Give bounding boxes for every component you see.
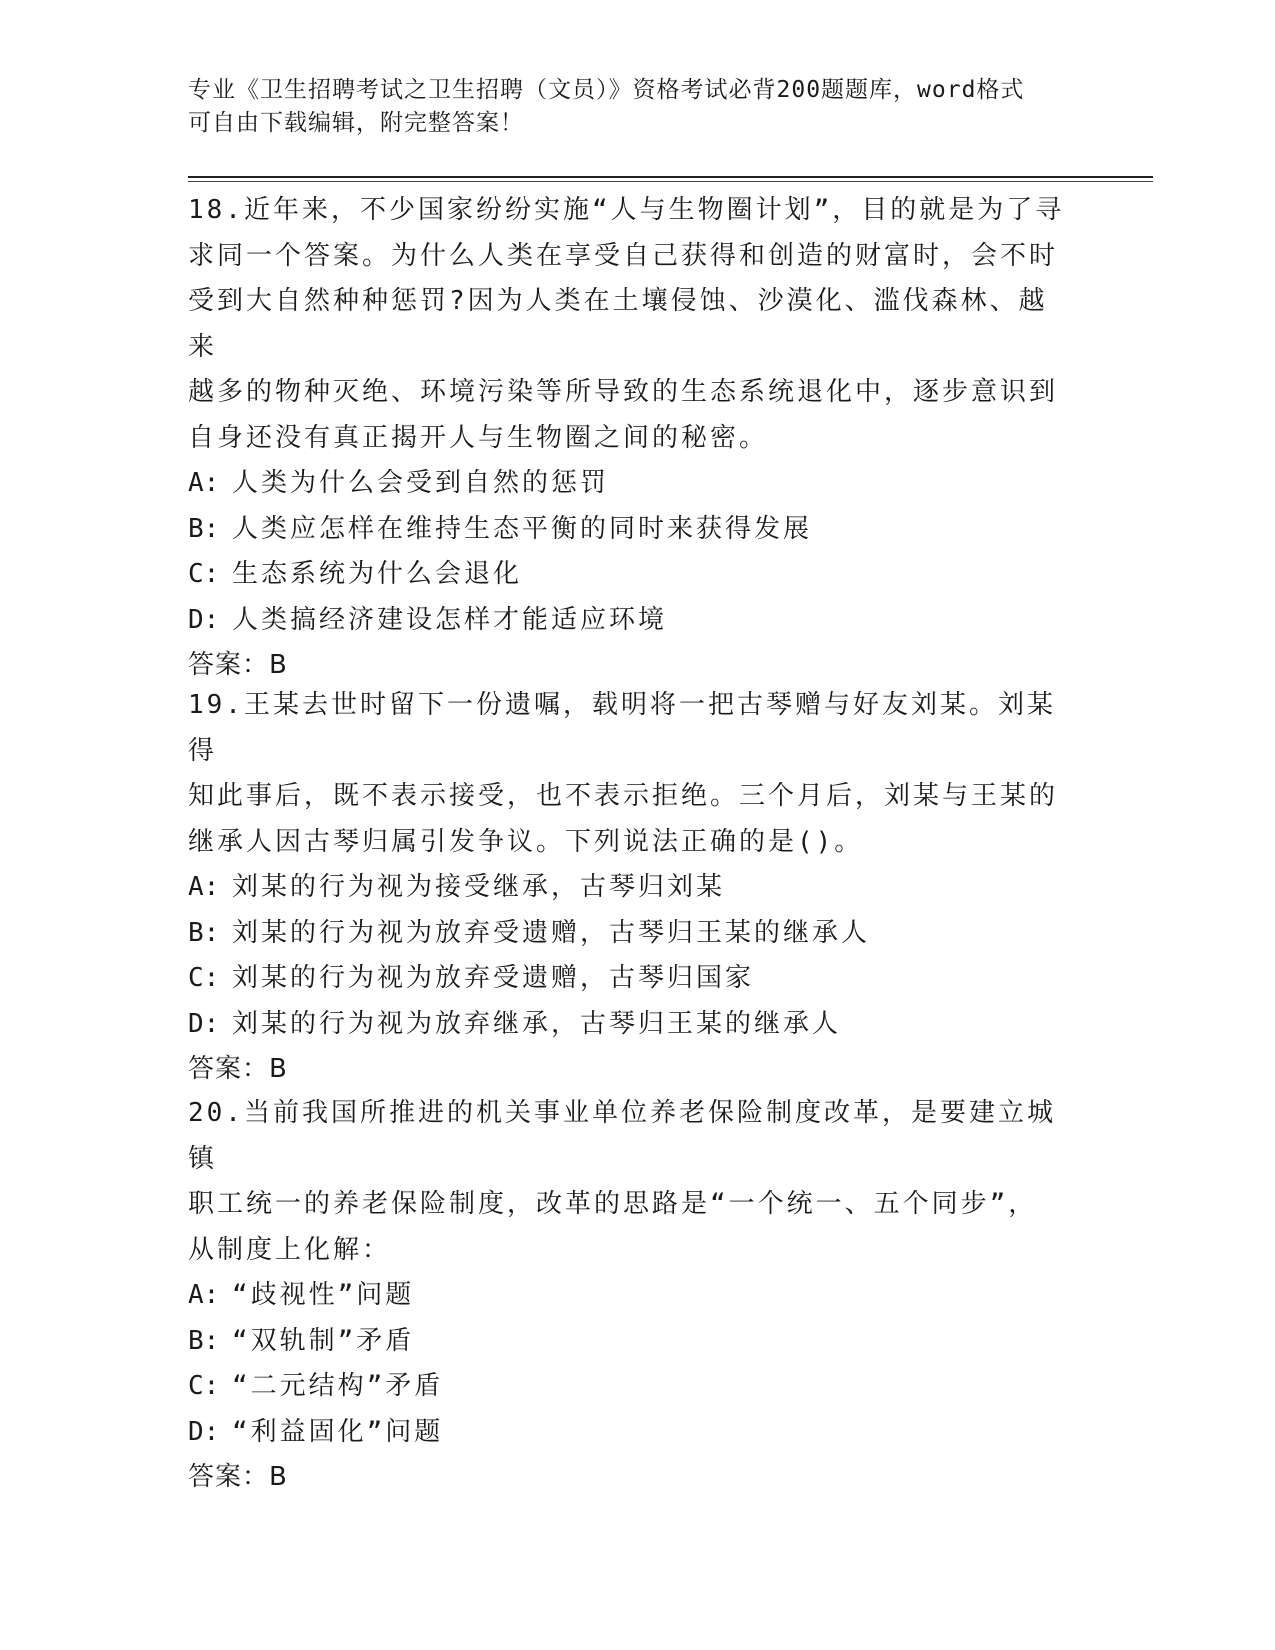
option-letter: A:: [188, 872, 220, 902]
option-text: 刘某的行为视为放弃受遗赠，古琴归王某的继承人: [232, 917, 871, 948]
option-c: [188, 552, 1068, 598]
header-divider-thin: [188, 181, 1153, 182]
stem-line: 受到大自然种种惩罚?因为人类在土壤侵蚀、沙漠化、滥伐森林、越来: [188, 286, 1048, 362]
question-stem: [188, 1091, 1068, 1273]
option-letter: D:: [188, 604, 220, 635]
question-stem: [188, 188, 1068, 461]
option-c: [188, 1364, 1068, 1410]
option-text: “双轨制”矛盾: [232, 1325, 415, 1356]
stem-line: 20.当前我国所推进的机关事业单位养老保险制度改革，是要建立城镇: [188, 1098, 1056, 1174]
question-block: [188, 188, 1068, 689]
option-text: 刘某的行为视为放弃受遗赠，古琴归国家: [232, 963, 755, 993]
header-line: 专业《卫生招聘考试之卫生招聘（文员）》资格考试必背200题题库，word格式: [188, 77, 1025, 103]
option-letter: B:: [188, 1325, 220, 1356]
stem-line: 自身还没有真正揭开人与生物圈之间的秘密。: [188, 422, 769, 453]
option-text: 人类应怎样在维持生态平衡的同时来获得发展: [232, 513, 813, 544]
stem-line: 知此事后，既不表示接受，也不表示拒绝。三个月后，刘某与王某的: [188, 781, 1059, 811]
answer-line: 答案：B: [188, 1054, 288, 1084]
option-letter: A:: [188, 1280, 220, 1310]
answer-line: 答案：B: [188, 650, 288, 680]
stem-line: 19.王某去世时留下一份遗嘱，载明将一把古琴赠与好友刘某。刘某得: [188, 690, 1056, 766]
option-letter: C:: [188, 1371, 220, 1401]
option-letter: C:: [188, 963, 220, 993]
option-text: “歧视性”问题: [232, 1280, 415, 1310]
header-line: 可自由下载编辑，附完整答案！: [188, 110, 524, 136]
option-text: 生态系统为什么会退化: [232, 559, 523, 589]
option-text: 人类搞经济建设怎样才能适应环境: [232, 604, 668, 635]
answer-line: 答案：B: [188, 1462, 288, 1492]
option-text: 刘某的行为视为接受继承，古琴归刘某: [232, 872, 726, 902]
header-divider: [188, 176, 1153, 178]
option-d: [188, 1410, 1068, 1456]
option-d: [188, 598, 1068, 644]
option-text: 刘某的行为视为放弃继承，古琴归王某的继承人: [232, 1008, 842, 1039]
option-letter: C:: [188, 559, 220, 589]
option-d: [188, 1002, 1068, 1048]
option-a: [188, 461, 1068, 507]
option-c: [188, 956, 1068, 1002]
stem-line: 越多的物种灭绝、环境污染等所导致的生态系统退化中，逐步意识到: [188, 377, 1059, 407]
option-letter: B:: [188, 917, 220, 948]
option-letter: B:: [188, 513, 220, 544]
option-b: [188, 1319, 1068, 1365]
question-block: [188, 1091, 1068, 1501]
option-b: [188, 507, 1068, 553]
option-a: [188, 865, 1068, 911]
stem-line: 从制度上化解：: [188, 1234, 392, 1265]
option-text: “二元结构”矛盾: [232, 1371, 444, 1401]
stem-line: 18.近年来，不少国家纷纷实施“人与生物圈计划”，目的就是为了寻: [188, 195, 1065, 225]
option-letter: D:: [188, 1008, 220, 1039]
option-a: [188, 1273, 1068, 1319]
question-stem: [188, 683, 1068, 865]
option-letter: D:: [188, 1416, 220, 1447]
question-block: [188, 683, 1068, 1093]
option-text: “利益固化”问题: [232, 1416, 444, 1447]
stem-line: 求同一个答案。为什么人类在享受自己获得和创造的财富时，会不时: [188, 240, 1059, 271]
option-letter: A:: [188, 468, 220, 498]
stem-line: 职工统一的养老保险制度，改革的思路是“一个统一、五个同步”，: [188, 1189, 1038, 1219]
stem-line: 继承人因古琴归属引发争议。下列说法正确的是()。: [188, 826, 864, 857]
option-b: [188, 911, 1068, 957]
document-header: [188, 74, 1068, 140]
option-text: 人类为什么会受到自然的惩罚: [232, 468, 610, 498]
